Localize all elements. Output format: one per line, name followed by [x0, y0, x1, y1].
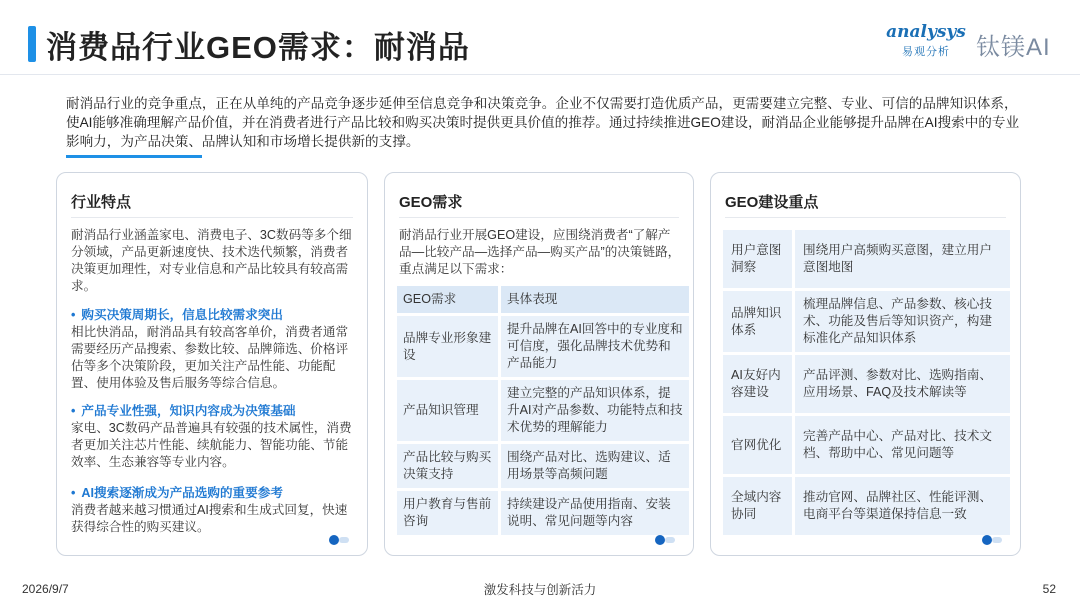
card-divider — [71, 217, 353, 218]
focus-name-cell: 全域内容协同 — [723, 477, 795, 535]
carousel-indicator[interactable] — [329, 535, 351, 545]
indicator-dot-active — [655, 535, 665, 545]
table-header-row — [397, 286, 689, 313]
need-detail-cell: 持续建设产品使用指南、安装说明、常见问题等内容 — [501, 491, 689, 535]
table-row — [397, 316, 689, 377]
bullet-text: 相比快消品，耐消品具有较高客单价，消费者通常需要经历产品搜索、参数比较、品牌筛选、价格评估等多个决策阶段，更加关注产品性能、功能配置、使用体验及售后服务等综合信息。 — [71, 325, 349, 390]
focus-detail-cell: 梳理品牌信息、产品参数、核心技术、功能及售后等知识资产，构建标准化产品知识体系 — [795, 291, 1010, 352]
bullet-item — [71, 403, 353, 471]
card-divider — [399, 217, 679, 218]
bullet-text: 家电、3C数码产品普遍具有较强的技术属性，消费者更加关注芯片性能、续航能力、智能功能、节能效率、生态兼容等专业内容。 — [71, 421, 352, 469]
focus-detail-cell: 围绕用户高频购买意图，建立用户意图地图 — [795, 230, 1010, 288]
geo-focus-table — [723, 227, 1010, 538]
card-heading: GEO建设重点 — [725, 194, 819, 211]
focus-name-cell: 官网优化 — [723, 416, 795, 474]
page-title: 消费品行业GEO需求：耐消品 — [46, 30, 470, 65]
geo-needs-table — [397, 283, 689, 538]
geo-focus-card — [710, 172, 1021, 556]
bullet-title-text: 产品专业性强，知识内容成为决策基础 — [81, 404, 296, 418]
focus-name-cell: AI友好内容建设 — [723, 355, 795, 413]
card-paragraph: 耐消品行业开展GEO建设，应围绕消费者“了解产品—比较产品—选择产品—购买产品”的决策链路，重点满足以下需求： — [399, 228, 681, 276]
bullet-title-text: 购买决策周期长，信息比较需求突出 — [81, 308, 283, 322]
bullet-item — [71, 307, 353, 392]
need-detail-cell: 围绕产品对比、选购建议、适用场景等高频问题 — [501, 444, 689, 488]
card-heading: GEO需求 — [399, 194, 463, 211]
focus-name-cell: 品牌知识体系 — [723, 291, 795, 352]
analysys-logo-cn: 易观分析 — [902, 46, 950, 58]
card-divider — [725, 217, 1006, 218]
bullet-item — [71, 485, 353, 536]
bullet-title — [71, 485, 353, 502]
bullet-dot-icon: • — [71, 404, 76, 418]
card-heading: 行业特点 — [71, 194, 132, 211]
intro-paragraph: 耐消品行业的竞争重点，正在从单纯的产品竞争逐步延伸至信息竞争和决策竞争。企业不仅需要打造优质产品，更需要建立完整、专业、可信的品牌知识体系，使AI能够准确理解产品价值，并在消费者进行产品比较和购买决策时提供更具价值的推荐。通过持续推进GEO建设，耐消品企业能够提升品牌在AI搜索中的专业影响力，为产品决策、品牌认知和市场增长提供新的支撑。 — [66, 96, 1020, 149]
table-row — [397, 444, 689, 488]
card-paragraph: 耐消品行业涵盖家电、消费电子、3C数码等多个细分领域，产品更新速度快、技术迭代频繁，消费者决策更加理性，对专业信息和产品比较具有较高需求。 — [71, 228, 352, 293]
indicator-dot-inactive — [665, 537, 675, 543]
indicator-dot-inactive — [992, 537, 1002, 543]
focus-name-cell: 用户意图洞察 — [723, 230, 795, 288]
header-divider — [0, 74, 1080, 75]
focus-detail-cell: 完善产品中心、产品对比、技术文档、帮助中心、常见问题等 — [795, 416, 1010, 474]
table-row — [723, 230, 1010, 288]
indicator-dot-inactive — [339, 537, 349, 543]
industry-features-card — [56, 172, 368, 556]
bullet-text: 消费者越来越习惯通过AI搜索和生成式回复，快速获得综合性的购买建议。 — [71, 503, 348, 534]
need-name-cell: 产品比较与购买决策支持 — [397, 444, 501, 488]
analysys-logo — [886, 22, 966, 62]
indicator-dot-active — [982, 535, 992, 545]
table-row — [723, 477, 1010, 535]
focus-detail-cell: 产品评测、参数对比、选购指南、应用场景、FAQ及技术解读等 — [795, 355, 1010, 413]
need-name-cell: 用户教育与售前咨询 — [397, 491, 501, 535]
column-header: GEO需求 — [397, 286, 501, 313]
need-name-cell: 品牌专业形象建设 — [397, 316, 501, 377]
carousel-indicator[interactable] — [982, 535, 1004, 545]
analysys-logo-en: analysys — [886, 22, 966, 42]
focus-detail-cell: 推动官网、品牌社区、性能评测、电商平台等渠道保持信息一致 — [795, 477, 1010, 535]
table-row — [397, 380, 689, 441]
page-number: 52 — [1042, 582, 1056, 596]
bullet-title — [71, 403, 353, 420]
need-detail-cell: 提升品牌在AI回答中的专业度和可信度，强化品牌技术优势和产品能力 — [501, 316, 689, 377]
geo-needs-card — [384, 172, 694, 556]
bullet-title — [71, 307, 353, 324]
intro-underline — [66, 155, 202, 158]
table-row — [397, 491, 689, 535]
need-name-cell: 产品知识管理 — [397, 380, 501, 441]
column-header: 具体表现 — [501, 286, 689, 313]
table-row — [723, 355, 1010, 413]
bullet-dot-icon: • — [71, 486, 76, 500]
footer-date: 2026/9/7 — [22, 582, 69, 596]
table-row — [723, 291, 1010, 352]
bullet-title-text: AI搜索逐渐成为产品选购的重要参考 — [81, 486, 283, 500]
bullet-dot-icon: • — [71, 308, 76, 322]
carousel-indicator[interactable] — [655, 535, 677, 545]
indicator-dot-active — [329, 535, 339, 545]
taimei-ai-logo: 钛镁AI — [976, 34, 1051, 61]
title-accent-bar — [28, 26, 36, 62]
table-row — [723, 416, 1010, 474]
need-detail-cell: 建立完整的产品知识体系，提升AI对产品参数、功能特点和技术优势的理解能力 — [501, 380, 689, 441]
footer-slogan: 激发科技与创新活力 — [483, 583, 597, 597]
